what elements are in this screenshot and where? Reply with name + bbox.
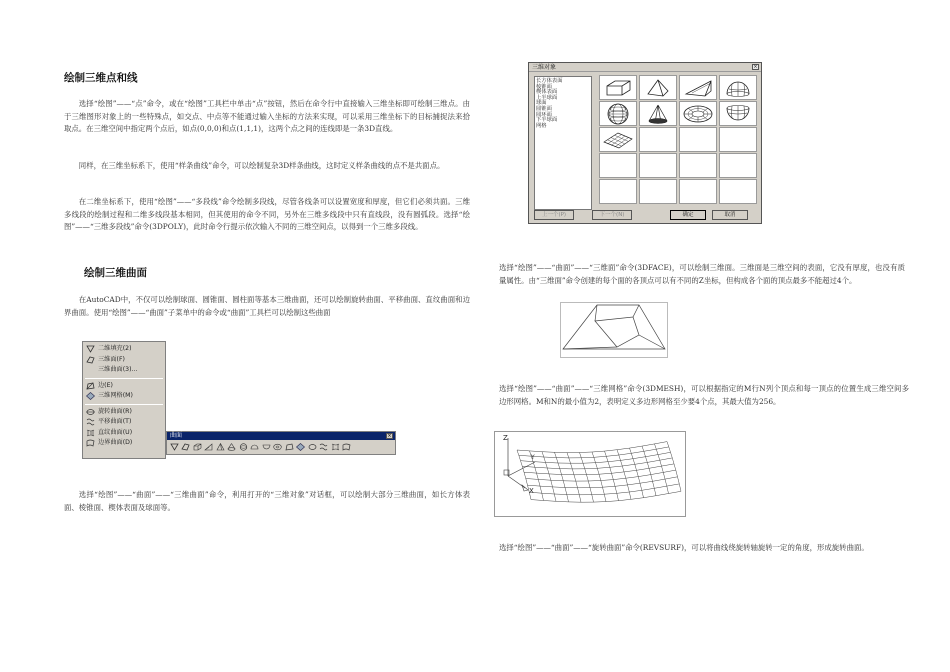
menu-item-3d-mesh[interactable]: 三维网格(M) (83, 391, 165, 402)
paragraph-3d-point: 选择“绘图”——“点”命令，或在“绘图”工具栏中单击“点”按钮，然后在命令行中直接输入三维坐标即可绘制三维点。由于三维图形对象上的一些特殊点，如交点、中点等不能通过输入坐标的方法来实现，可以采用三维坐标下的目标捕捉法来拾取点。在三维空间中指定两个点后，如点(0,0,0)和点(1,1,1)，这两个点之间的连线即是一条3D直线。 (64, 99, 470, 134)
3d-mesh-figure (494, 431, 686, 517)
cone-icon[interactable] (227, 442, 238, 452)
menu-item-edge-surface[interactable]: 边界曲面(D) (83, 438, 165, 449)
empty-preview (719, 127, 757, 152)
empty-preview (679, 127, 717, 152)
3d-face-icon (86, 356, 95, 364)
prev-button[interactable]: 上一个(P) (534, 210, 574, 220)
dome-preview[interactable] (719, 75, 757, 100)
paragraph-spline: 同样，在三维坐标系下，使用“样条曲线”命令，可以绘制复杂3D样条曲线，这时定义样条曲线的点不是共面点。 (78, 161, 445, 170)
wedge-icon[interactable] (204, 442, 215, 452)
cone-preview[interactable] (639, 101, 677, 126)
paragraph-3dface: 选择“绘图”——“曲面”——“三维面”命令(3DFACE)，可以绘制三维面。三维面是三维空间的表面，它没有厚度，也没有质量属性。由“三维面”命令创建的每个面的各顶点可以有不同的Z坐标，但构成各个面的顶点最多不能超过4个。 (499, 263, 905, 285)
menu-separator (85, 378, 163, 379)
mesh-preview[interactable] (599, 127, 637, 152)
empty-preview (639, 127, 677, 152)
3d-face-icon[interactable] (181, 442, 192, 452)
box-icon[interactable] (192, 442, 203, 452)
list-item[interactable]: 球面 (536, 100, 547, 107)
box-preview[interactable] (599, 75, 637, 100)
paragraph-polyline: 在二维坐标系下，使用“绘图”——“多段线”命令绘制多段线，尽管各线条可以设置宽度和厚度，但它们必须共面。三维多线段的绘制过程和二维多线段基本相同，但其使用的命令不同，另外在三维多线段中只有直线段，没有圆弧段。选择“绘图”——“三维多段线”命令(3DPOLY)，此时命令行提示依次输入不同的三维空间点，以得到一个三维多段线。 (64, 197, 470, 232)
ruled-surface-icon (86, 429, 95, 437)
empty-preview (599, 153, 637, 178)
dialog-title: 三维对象 (532, 64, 557, 71)
axis-label-z: Z (503, 434, 508, 442)
menu-separator (85, 404, 163, 405)
menu-item-3d-surfaces[interactable]: 三维曲面(3)... (98, 366, 138, 373)
dialog-titlebar[interactable] (529, 63, 761, 72)
toolbar-title: 曲面 (170, 432, 183, 439)
empty-preview (639, 179, 677, 204)
3d-face-figure (560, 302, 668, 358)
dish-preview[interactable] (719, 101, 757, 126)
heading-3d-point-line: 绘制三维点和线 (64, 72, 138, 84)
ok-button[interactable]: 确定 (670, 210, 706, 220)
toolbar-close-button[interactable]: × (387, 433, 392, 439)
menu-item-ruled-surface[interactable]: 直纹曲面(U) (83, 428, 165, 439)
surface-toolbar (166, 431, 396, 455)
menu-item-edge[interactable]: 边(E) (83, 381, 165, 392)
torus-preview[interactable] (679, 101, 717, 126)
paragraph-3d-surface-dialog: 选择“绘图”——“曲面”——“三维曲面”命令，利用打开的“三维对象”对话框，可以绘制大部分三维曲面，如长方体表面、棱锥面、楔体表面及球面等。 (64, 490, 470, 512)
3d-mesh-icon[interactable] (296, 442, 307, 452)
3d-mesh-icon (86, 392, 95, 400)
surface-submenu (82, 341, 166, 459)
list-item[interactable]: 圆环面 (536, 111, 552, 118)
menu-item-tabulated-surface[interactable]: 平移曲面(T) (83, 417, 165, 428)
edge-surface-icon (86, 439, 95, 447)
toolbar-titlebar[interactable] (167, 432, 395, 440)
toolbar-icons (167, 440, 395, 454)
paragraph-surfaces: 在AutoCAD中，不仅可以绘制球面、圆锥面、圆柱面等基本三维曲面，还可以绘制旋转曲面、平移曲面、直纹曲面和边界曲面。使用“绘图”——“曲面”子菜单中的命令或“曲面”工具栏可以绘制这些曲面 (64, 295, 470, 317)
empty-preview (679, 179, 717, 204)
empty-preview (599, 179, 637, 204)
list-item[interactable]: 长方体表面 (536, 78, 563, 84)
menu-item-2d-solid[interactable]: 二维填充(2) (83, 344, 165, 355)
next-button[interactable]: 下一个(N) (592, 210, 632, 220)
empty-preview (719, 179, 757, 204)
list-item[interactable]: 下半球面 (536, 117, 558, 124)
paragraph-revsurf: 选择“绘图”——“曲面”——“旋转曲面”命令(REVSURF)，可以将曲线绕旋转轴旋转一定的角度，形成旋转曲面。 (499, 543, 869, 552)
tabulated-surface-icon (86, 418, 95, 426)
empty-preview (639, 153, 677, 178)
2d-solid-icon (86, 345, 95, 353)
empty-preview (719, 153, 757, 178)
menu-item-3d-face[interactable]: 三维面(F) (83, 355, 165, 366)
revolved-surface-icon[interactable] (307, 442, 318, 452)
sphere-icon[interactable] (238, 442, 249, 452)
edge-icon[interactable] (284, 442, 295, 452)
wedge-preview[interactable] (679, 75, 717, 100)
empty-preview (679, 153, 717, 178)
edge-icon (86, 382, 95, 390)
pyramid-preview[interactable] (639, 75, 677, 100)
list-item[interactable]: 上半球面 (536, 94, 558, 101)
list-item[interactable]: 棱锥面 (536, 83, 552, 90)
object-preview-grid (599, 75, 757, 204)
dialog-close-button[interactable]: × (753, 64, 758, 70)
axis-label-x: X (529, 487, 534, 495)
dome-icon[interactable] (250, 442, 261, 452)
cancel-button[interactable]: 取消 (712, 210, 748, 220)
object-type-list[interactable] (534, 76, 592, 210)
list-item[interactable]: 楔体表面 (536, 89, 558, 96)
revolved-surface-icon (86, 408, 95, 416)
axis-label-y: Y (531, 454, 535, 461)
edge-surface-icon[interactable] (342, 442, 353, 452)
heading-3d-surface: 绘制三维曲面 (84, 267, 147, 279)
3d-objects-dialog (528, 62, 762, 224)
list-item[interactable]: 网格 (536, 122, 547, 129)
ruled-surface-icon[interactable] (330, 442, 341, 452)
pyramid-icon[interactable] (215, 442, 226, 452)
torus-icon[interactable] (273, 442, 284, 452)
sphere-preview[interactable] (599, 101, 637, 126)
paragraph-3dmesh: 选择“绘图”——“曲面”——“三维网格”命令(3DMESH)，可以根据指定的M行N列个顶点和每一顶点的位置生成三维空间多边形网格。M和N的最小值为2，表明定义多边形网格至少要4个点，其最大值为256。 (499, 384, 909, 406)
list-item[interactable]: 圆锥面 (536, 105, 552, 112)
dish-icon[interactable] (261, 442, 272, 452)
menu-item-revolved-surface[interactable]: 旋转曲面(R) (83, 407, 165, 418)
2d-solid-icon[interactable] (169, 442, 180, 452)
tabulated-surface-icon[interactable] (319, 442, 330, 452)
